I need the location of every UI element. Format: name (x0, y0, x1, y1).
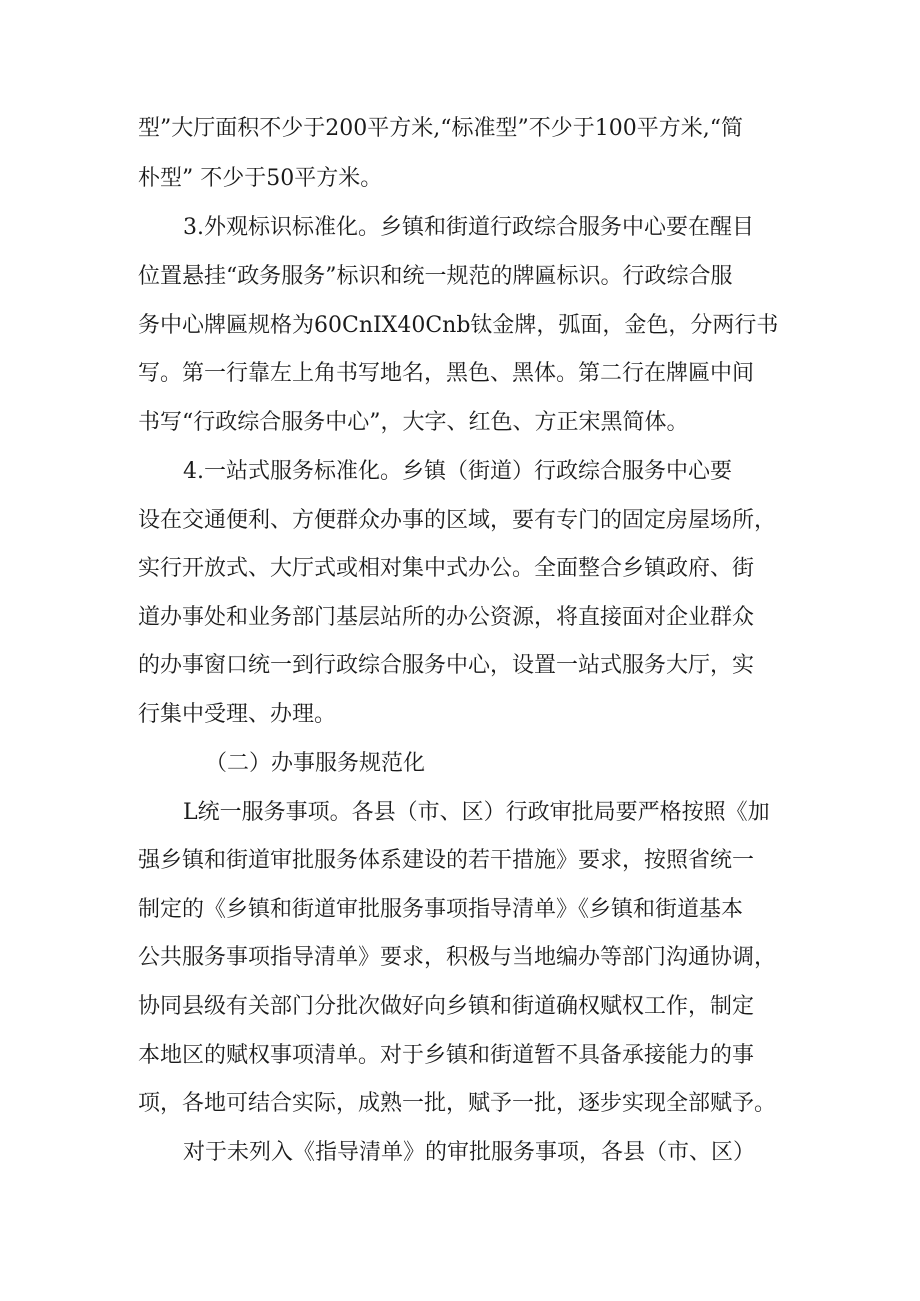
line-text: 对于未列入《指导清单》的审批服务事项，各县（市、区） (183, 1140, 756, 1165)
line-text: 务中心牌匾规格为60CnIX40Cnb钛金牌，弧面，金色，分两行书 (138, 313, 779, 338)
heading-text: （二）办事服务规范化 (205, 751, 426, 776)
line-text: 协同县级有关部门分批次做好向乡镇和街道确权赋权工作，制定 (138, 994, 755, 1019)
line-text: 公共服务事项指导清单》要求，积极与当地编办等部门沟通协调， (138, 945, 777, 970)
line-text: 制定的《乡镇和街道审批服务事项指导清单》《乡镇和街道基本 (138, 897, 744, 922)
line-text: 3.外观标识标准化。乡镇和街道行政综合服务中心要在醒目 (183, 215, 754, 240)
line-text: 位置悬挂“政务服务”标识和统一规范的牌匾标识。行政综合服 (138, 264, 733, 289)
line-text: 设在交通便利、方便群众办事的区域，要有专门的固定房屋场所， (138, 508, 777, 533)
line-text: 书写“行政综合服务中心”，大字、红色、方正宋黑简体。 (138, 410, 689, 435)
line-text: 实行开放式、大厅式或相对集中式办公。全面整合乡镇政府、街 (138, 556, 755, 581)
line-text: 写。第一行靠左上角书写地名，黑色、黑体。第二行在牌匾中间 (138, 361, 755, 386)
line-text: 强乡镇和街道审批服务体系建设的若干措施》要求，按照省统一 (138, 848, 755, 873)
line-text: 行集中受理、办理。 (138, 702, 337, 727)
line-text: 道办事处和业务部门基层站所的办公资源，将直接面对企业群众 (138, 605, 755, 630)
line-text: 本地区的赋权事项清单。对于乡镇和街道暂不具备承接能力的事 (138, 1043, 755, 1068)
line-text: 朴型” 不少于50平方米。 (138, 166, 383, 191)
line-text: 项，各地可结合实际，成熟一批，赋予一批，逐步实现全部赋予。 (138, 1091, 777, 1116)
line-text: 4.一站式服务标准化。乡镇（街道）行政综合服务中心要 (183, 459, 732, 484)
paragraph-line (0, 1124, 920, 1182)
line-text: 型”大厅面积不少于200平方米,“标准型”不少于100平方米,“简 (138, 116, 743, 141)
line-text: L统一服务事项。各县（市、区）行政审批局要严格按照《加 (183, 800, 770, 825)
line-text: 的办事窗口统一到行政综合服务中心，设置一站式服务大厅，实 (138, 653, 755, 678)
